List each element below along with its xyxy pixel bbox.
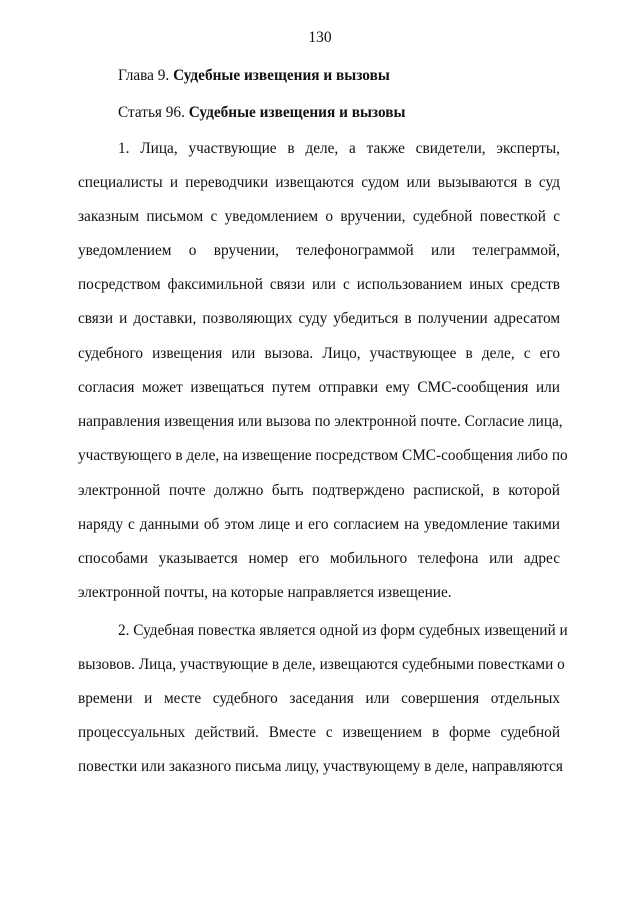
- chapter-prefix: Глава 9.: [118, 67, 170, 84]
- text-line: электронной почты, на которые направляется извещение.: [78, 584, 452, 601]
- chapter-heading: [118, 67, 390, 85]
- text-line: направления извещения или вызова по электронной почте. Согласие лица,: [78, 413, 563, 430]
- text-line: судебного извещения или вызова. Лицо, участвующее в деле, с его: [78, 345, 560, 362]
- text-line: согласия может извещаться путем отправки ему СМС-сообщения или: [78, 379, 560, 396]
- text-line: наряду с данными об этом лице и его согласием на уведомление такими: [78, 516, 560, 533]
- text-line: участвующего в деле, на извещение посредством СМС-сообщения либо по: [78, 447, 568, 464]
- text-line: 2. Судебная повестка является одной из форм судебных извещений и: [118, 622, 568, 639]
- page-number: 130: [308, 29, 332, 46]
- text-line: 1. Лица, участвующие в деле, а также свидетели, эксперты,: [118, 140, 560, 157]
- text-line: посредством факсимильной связи или с использованием иных средств: [78, 276, 560, 293]
- article-heading: [118, 104, 405, 122]
- text-line: повестки или заказного письма лицу, участвующему в деле, направляются: [78, 758, 563, 775]
- text-line: специалисты и переводчики извещаются судом или вызываются в суд: [78, 174, 560, 191]
- text-line: уведомлением о вручении, телефонограммой или телеграммой,: [78, 242, 560, 259]
- article-prefix: Статья 96.: [118, 104, 185, 121]
- text-line: заказным письмом с уведомлением о вручении, судебной повесткой с: [78, 208, 560, 225]
- text-line: времени и месте судебного заседания или совершения отдельных: [78, 690, 560, 707]
- text-line: вызовов. Лица, участвующие в деле, извещаются судебными повестками о: [78, 656, 565, 673]
- article-title: Судебные извещения и вызовы: [188, 104, 406, 121]
- text-line: электронной почте должно быть подтверждено распиской, в которой: [78, 482, 560, 499]
- text-line: связи и доставки, позволяющих суду убедиться в получении адресатом: [78, 310, 560, 327]
- text-line: процессуальных действий. Вместе с извещением в форме судебной: [78, 724, 560, 741]
- text-line: способами указывается номер его мобильного телефона или адрес: [78, 550, 560, 567]
- chapter-title: Судебные извещения и вызовы: [173, 67, 390, 84]
